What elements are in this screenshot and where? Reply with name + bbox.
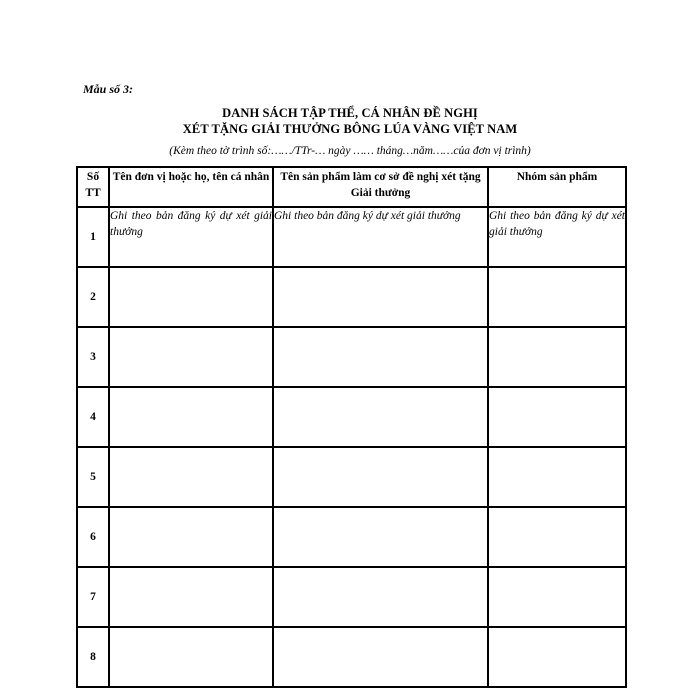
row-stt: 3 — [77, 327, 109, 387]
row-unit-cell — [109, 627, 273, 687]
row-product-cell — [273, 387, 488, 447]
row-product-cell — [273, 507, 488, 567]
row-product-cell — [273, 567, 488, 627]
row-group-cell — [488, 507, 626, 567]
table-body — [77, 207, 626, 687]
table-row — [77, 627, 626, 687]
table-row — [77, 447, 626, 507]
row-stt: 8 — [77, 627, 109, 687]
row-unit-cell — [109, 327, 273, 387]
row-product-cell — [273, 267, 488, 327]
row-unit-cell — [109, 507, 273, 567]
table-row — [77, 207, 626, 267]
document-title-line-1: DANH SÁCH TẬP THỂ, CÁ NHÂN ĐỀ NGHỊ — [222, 106, 478, 120]
row-group-cell — [488, 327, 626, 387]
row-group-cell — [488, 567, 626, 627]
row-stt: 4 — [77, 387, 109, 447]
table-row — [77, 507, 626, 567]
row-group-cell — [488, 627, 626, 687]
row-product-cell — [273, 627, 488, 687]
row-group-cell — [488, 267, 626, 327]
table-row — [77, 387, 626, 447]
row-unit-cell — [109, 567, 273, 627]
row-unit-cell — [109, 387, 273, 447]
row-group-cell — [488, 447, 626, 507]
header-product-group: Nhóm sản phẩm — [488, 167, 626, 207]
nomination-table — [76, 166, 627, 688]
row-stt: 5 — [77, 447, 109, 507]
header-stt: Số TT — [77, 167, 109, 207]
table-row — [77, 567, 626, 627]
row-group-cell: Ghi theo bản đăng ký dự xét giải thưởng — [488, 207, 626, 267]
row-stt: 2 — [77, 267, 109, 327]
row-unit-cell: Ghi theo bản đăng ký dự xét giải thưởng — [109, 207, 273, 267]
row-product-cell: Ghi theo bản đăng ký dự xét giải thưởng — [273, 207, 488, 267]
row-group-cell — [488, 387, 626, 447]
row-stt: 7 — [77, 567, 109, 627]
row-stt: 6 — [77, 507, 109, 567]
document-subtitle: (Kèm theo tờ trình số:……/TTr-… ngày …… tháng…năm……của đơn vị trình) — [169, 145, 531, 157]
row-stt: 1 — [77, 207, 109, 267]
row-unit-cell — [109, 267, 273, 327]
table-row — [77, 267, 626, 327]
row-product-cell — [273, 447, 488, 507]
document-title-line-2: XÉT TẶNG GIẢI THƯỞNG BÔNG LÚA VÀNG VIỆT NAM — [182, 122, 518, 136]
row-unit-cell — [109, 447, 273, 507]
table-row — [77, 327, 626, 387]
form-number-label: Mẫu số 3: — [83, 82, 134, 96]
table-header-row — [77, 167, 626, 207]
row-product-cell — [273, 327, 488, 387]
header-unit-name: Tên đơn vị hoặc họ, tên cá nhân — [109, 167, 273, 207]
header-product-name: Tên sản phẩm làm cơ sở đề nghị xét tặng Giải thưởng — [273, 167, 488, 207]
